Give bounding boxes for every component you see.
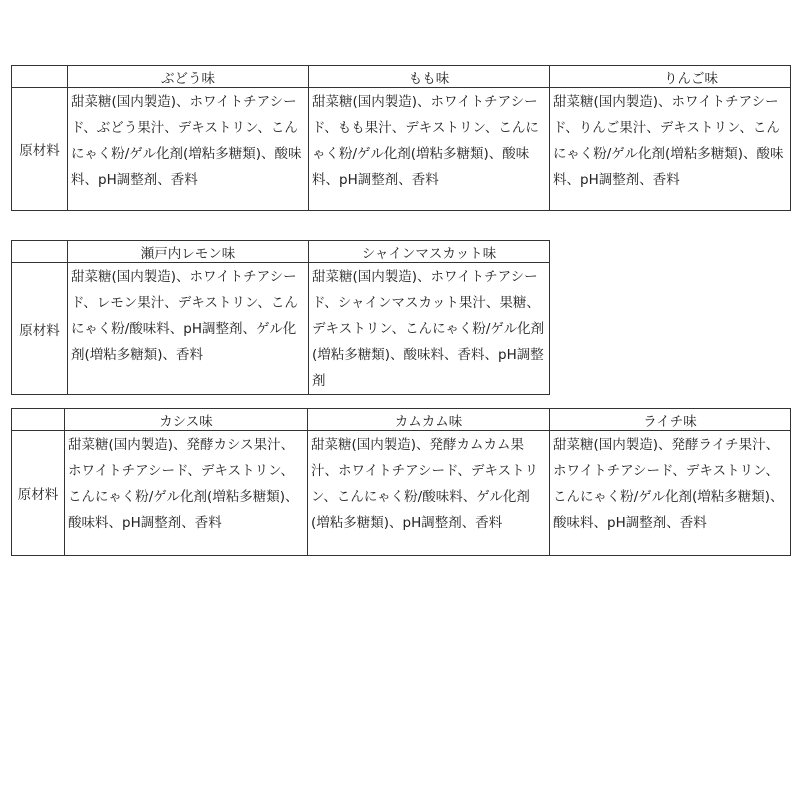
ingredients-cell: 甜菜糖(国内製造)、発酵カシス果汁、ホワイトチアシード、デキストリン、こんにゃく粉/ゲル化剤(増粘多糖類)、酸味料、pH調整剤、香料	[65, 431, 308, 556]
ingredients-cell: 甜菜糖(国内製造)、ホワイトチアシード、ぶどう果汁、デキストリン、こんにゃく粉/ゲル化剤(増粘多糖類)、酸味料、pH調整剤、香料	[68, 88, 309, 211]
ingredients-cell: 甜菜糖(国内製造)、ホワイトチアシード、りんご果汁、デキストリン、こんにゃく粉/ゲル化剤(増粘多糖類)、酸味料、pH調整剤、香料	[550, 88, 791, 211]
flavor-name: もも味	[408, 70, 450, 87]
flavor-header	[65, 409, 308, 431]
ingredients-table-3	[11, 408, 791, 556]
flavor-name: カシス味	[159, 413, 213, 430]
ingredients-cell: 甜菜糖(国内製造)、発酵カムカム果汁、ホワイトチアシード、デキストリン、こんにゃく粉/酸味料、ゲル化剤(増粘多糖類)、pH調整剤、香料	[308, 431, 550, 556]
flavor-header	[68, 66, 309, 88]
corner-cell	[12, 241, 68, 263]
ingredients-cell: 甜菜糖(国内製造)、ホワイトチアシード、もも果汁、デキストリン、こんにゃく粉/ゲル化剤(増粘多糖類)、酸味料、pH調整剤、香料	[309, 88, 550, 211]
header-row	[12, 409, 791, 431]
ingredients-cell: 甜菜糖(国内製造)、ホワイトチアシード、シャインマスカット果汁、果糖、デキストリン、こんにゃく粉/ゲル化剤(増粘多糖類)、酸味料、香料、pH調整剤	[309, 263, 550, 395]
corner-cell	[12, 409, 65, 431]
ingredients-row	[12, 431, 791, 556]
flavor-name: シャインマスカット味	[361, 245, 497, 262]
flavor-name: 瀬戸内レモン味	[140, 245, 236, 262]
ingredients-cell: 甜菜糖(国内製造)、発酵ライチ果汁、ホワイトチアシード、デキストリン、こんにゃく粉/ゲル化剤(増粘多糖類)、酸味料、pH調整剤、香料	[550, 431, 791, 556]
flavor-header	[309, 241, 550, 263]
ingredients-row	[12, 88, 791, 211]
ingredients-row	[12, 263, 550, 395]
corner-cell	[12, 66, 68, 88]
flavor-name: ぶどう味	[161, 70, 215, 87]
flavor-header	[550, 409, 791, 431]
row-label: 原材料	[12, 88, 68, 211]
flavor-name: ライチ味	[643, 413, 697, 430]
ingredients-cell: 甜菜糖(国内製造)、ホワイトチアシード、レモン果汁、デキストリン、こんにゃく粉/酸味料、pH調整剤、ゲル化剤(増粘多糖類)、香料	[68, 263, 309, 395]
row-label: 原材料	[12, 263, 68, 395]
flavor-header	[550, 66, 791, 88]
ingredients-table-1	[11, 65, 791, 211]
flavor-header	[309, 66, 550, 88]
header-row	[12, 241, 550, 263]
flavor-header	[308, 409, 550, 431]
header-row	[12, 66, 791, 88]
flavor-name: りんご味	[664, 70, 718, 87]
flavor-header	[68, 241, 309, 263]
ingredients-table-2	[11, 240, 550, 395]
row-label: 原材料	[12, 431, 65, 556]
flavor-name: カムカム味	[394, 413, 463, 430]
